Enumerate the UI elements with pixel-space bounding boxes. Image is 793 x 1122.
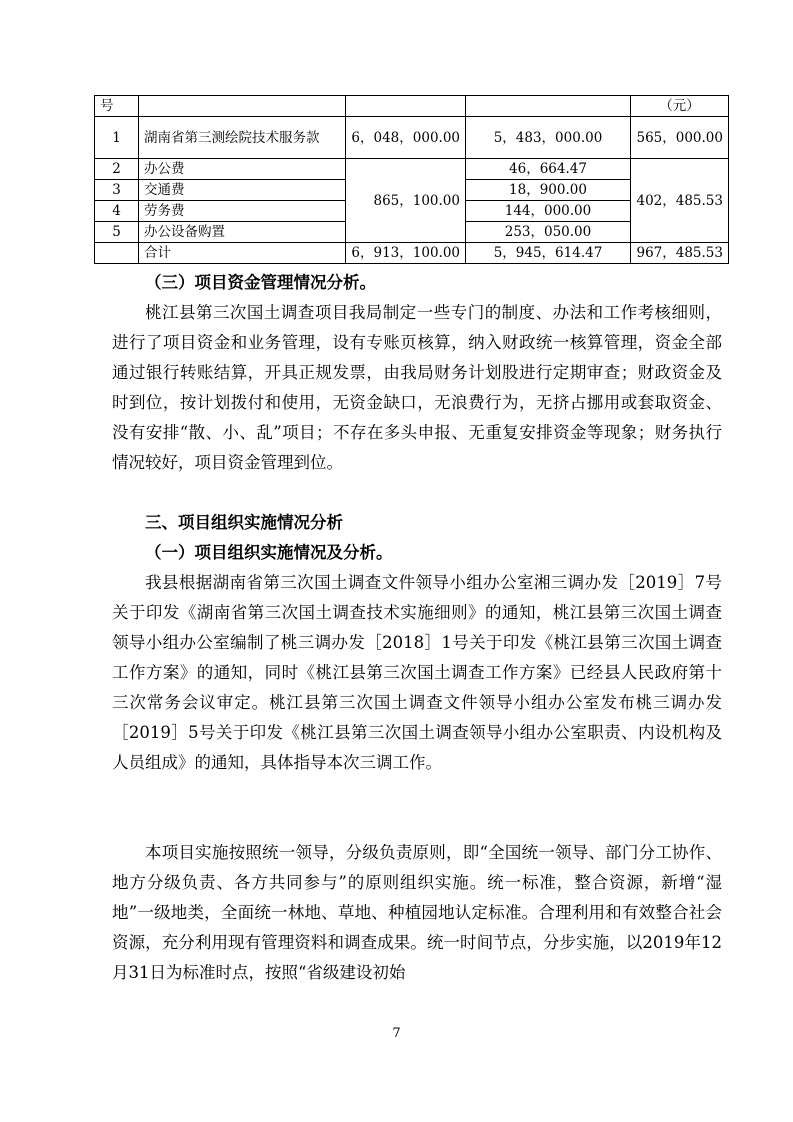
- row-balance: 565，000.00: [631, 117, 729, 159]
- row-number: 1: [95, 117, 139, 159]
- header-cell-spent: [466, 96, 631, 117]
- table-total-row: [95, 243, 729, 264]
- subsection-heading-implementation: （一）项目组织实施情况及分析。: [145, 543, 393, 562]
- row-spent: 5，483，000.00: [466, 117, 631, 159]
- row-spent: 144，000.00: [466, 201, 631, 222]
- row-spent: 18，900.00: [466, 180, 631, 201]
- header-cell-budget: [346, 96, 466, 117]
- section-heading-implementation: 三、项目组织实施情况分析: [145, 513, 343, 532]
- total-spent: 5，945，614.47: [466, 243, 631, 264]
- table-row: [95, 117, 729, 159]
- budget-table: [94, 95, 729, 264]
- table-header-row: [95, 96, 729, 117]
- row-item: 办公费: [139, 159, 346, 180]
- row-number: 3: [95, 180, 139, 201]
- header-cell-item: [139, 96, 346, 117]
- total-budget: 6，913，100.00: [346, 243, 466, 264]
- row-item: 办公设备购置: [139, 222, 346, 243]
- header-cell-unit: （元）: [631, 96, 729, 117]
- page-number: 7: [392, 1026, 401, 1041]
- paragraph-implementation-principle: 本项目实施按照统一领导，分级负责原则，即“全国统一领导、部门分工协作、地方分级负责、各方共同参与”的原则组织实施。统一标准，整合资源，新增“湿地”一级地类，全面统一林地、草地、种植园地认定标准。合理利用和有效整合社会资源，充分利用现有管理资料和调查成果。统一时间节点，分步实施，以2019年12月31日为标准时点，按照“省级建设初始: [112, 843, 722, 982]
- total-balance: 967，485.53: [631, 243, 729, 264]
- merged-budget-cell: 865，100.00: [346, 159, 466, 243]
- total-number: [95, 243, 139, 264]
- section-heading-fund-management: （三）项目资金管理情况分析。: [145, 273, 376, 292]
- total-label: 合计: [139, 243, 346, 264]
- row-spent: 46，664.47: [466, 159, 631, 180]
- table-row: [95, 159, 729, 180]
- row-budget: 6，048，000.00: [346, 117, 466, 159]
- row-number: 2: [95, 159, 139, 180]
- merged-balance-cell: 402，485.53: [631, 159, 729, 243]
- row-number: 5: [95, 222, 139, 243]
- row-item: 湖南省第三测绘院技术服务款: [139, 117, 346, 159]
- header-cell-number: 号: [95, 96, 139, 117]
- row-number: 4: [95, 201, 139, 222]
- row-item: 劳务费: [139, 201, 346, 222]
- paragraph-fund-management: 桃江县第三次国土调查项目我局制定一些专门的制度、办法和工作考核细则，进行了项目资金和业务管理，设有专账页核算，纳入财政统一核算管理，资金全部通过银行转账结算，开具正规发票，由我局财务计划股进行定期审查；财政资金及时到位，按计划拨付和使用，无资金缺口，无浪费行为，无挤占挪用或套取资金、没有安排“散、小、乱”项目；不存在多头申报、无重复安排资金等现象；财务执行情况较好，项目资金管理到位。: [112, 303, 722, 472]
- row-item: 交通费: [139, 180, 346, 201]
- paragraph-implementation-basis: 我县根据湖南省第三次国土调查文件领导小组办公室湘三调办发［2019］7号关于印发《湖南省第三次国土调查技术实施细则》的通知，桃江县第三次国土调查领导小组办公室编制了桃三调办发［2018］1号关于印发《桃江县第三次国土调查工作方案》的通知，同时《桃江县第三次国土调查工作方案》已经县人民政府第十三次常务会议审定。桃江县第三次国土调查文件领导小组办公室发布桃三调办发［2019］5号关于印发《桃江县第三次国土调查领导小组办公室职责、内设机构及人员组成》的通知，具体指导本次三调工作。: [112, 573, 722, 772]
- row-spent: 253，050.00: [466, 222, 631, 243]
